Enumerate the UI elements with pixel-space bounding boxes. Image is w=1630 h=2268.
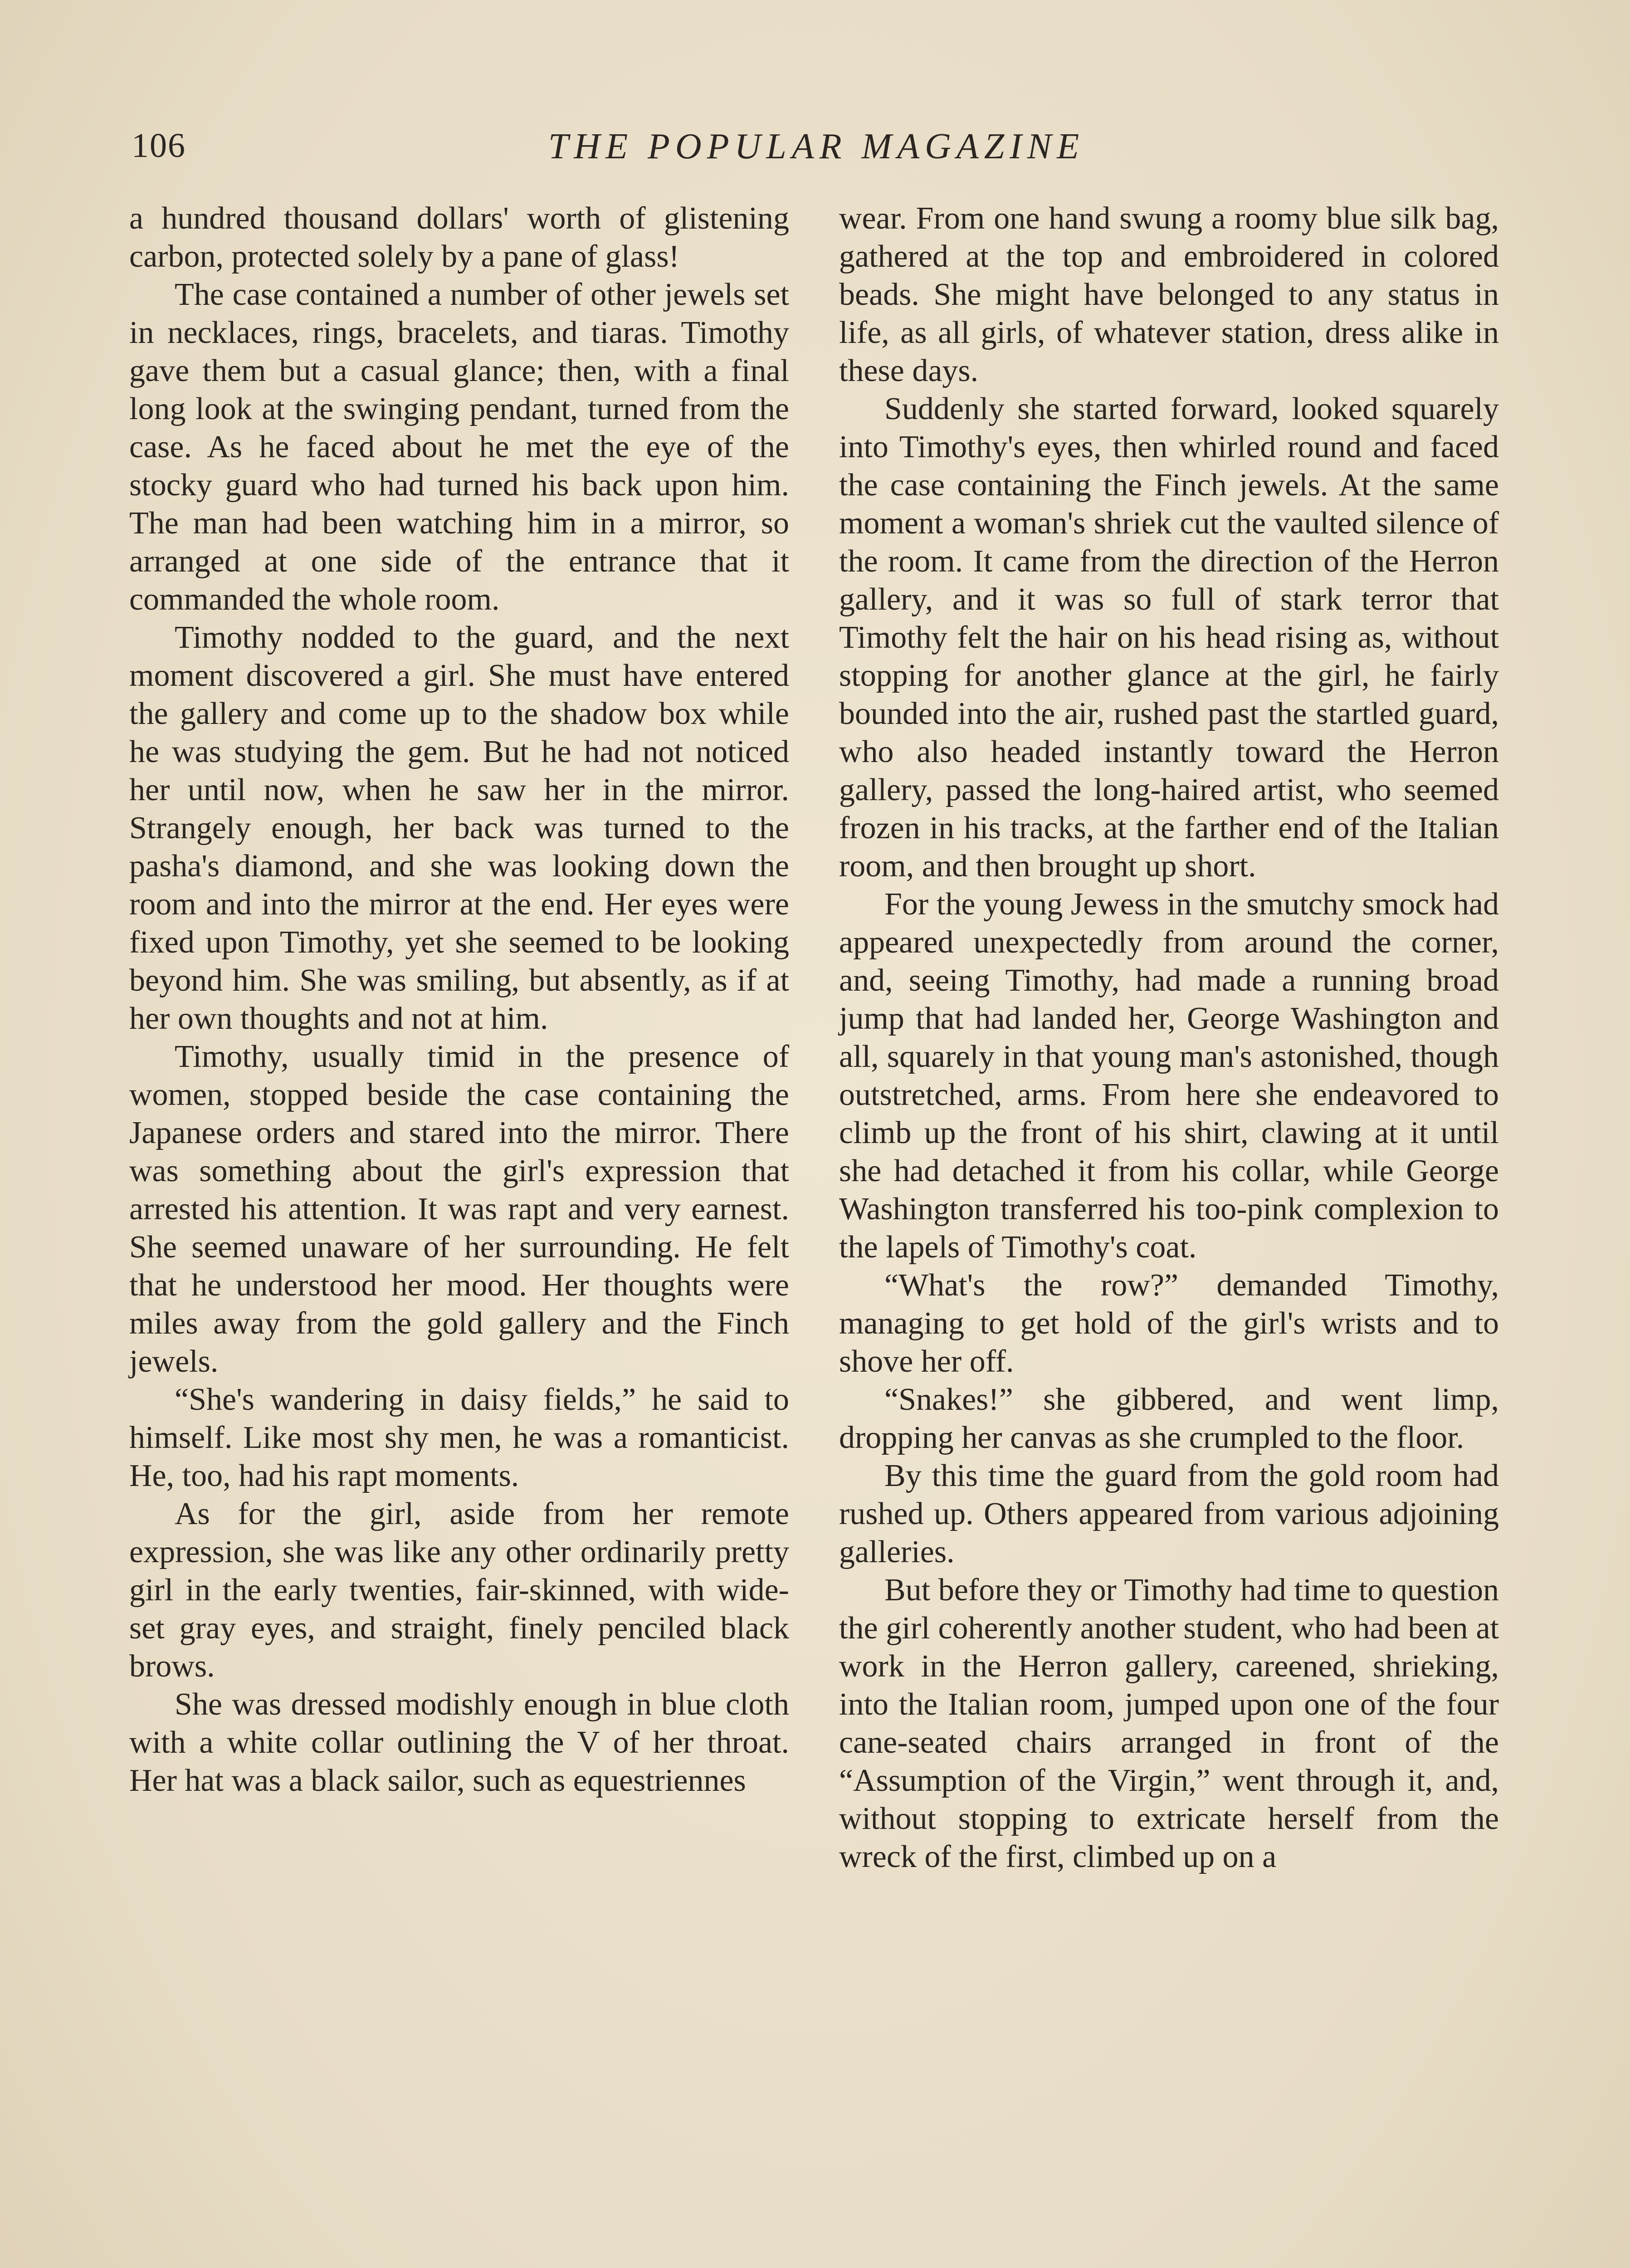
running-title: THE POPULAR MAGAZINE [548, 127, 1085, 166]
paragraph: For the young Jewess in the smutchy smock had appeared unexpectedly from around the corner, and, seeing Timothy, had made a running broad jump that had landed her, George Washington and all, squarely in that young man's astonished, though outstretched, arms. From here she endeavored to climb up the front of his shirt, clawing at it until she had detached it from his collar, while George Washington transferred his too-pink complexion to the lapels of Timothy's coat. [839, 887, 1499, 1265]
paragraph: “She's wandering in daisy fields,” he said to himself. Like most shy men, he was a romanticist. He, too, had his rapt moments. [129, 1382, 789, 1493]
paragraph: a hundred thousand dollars' worth of glistening carbon, protected solely by a pane of glass! [129, 201, 789, 274]
page-number: 106 [132, 127, 186, 165]
right-column [839, 200, 1499, 1876]
paragraph: By this time the guard from the gold room had rushed up. Others appeared from various adjoining galleries. [839, 1458, 1499, 1569]
paragraph: She was dressed modishly enough in blue cloth with a white collar outlining the V of her throat. Her hat was a black sailor, such as equestriennes [129, 1687, 789, 1798]
paragraph: Suddenly she started forward, looked squarely into Timothy's eyes, then whirled round and faced the case containing the Finch jewels. At the same moment a woman's shriek cut the vaulted silence of the room. It came from the direction of the Herron gallery, and it was so full of stark terror that Timothy felt the hair on his head rising as, without stopping for another glance at the girl, he fairly bounded into the air, rushed past the startled guard, who also headed instantly toward the Herron gallery, passed the long-haired artist, who seemed frozen in his tracks, at the farther end of the Italian room, and then brought up short. [839, 391, 1499, 884]
paragraph: wear. From one hand swung a roomy blue silk bag, gathered at the top and embroidered in colored beads. She might have belonged to any status in life, as all girls, of whatever station, dress alike in these days. [839, 201, 1499, 388]
paragraph: But before they or Timothy had time to question the girl coherently another student, who had been at work in the Herron gallery, careened, shrieking, into the Italian room, jumped upon one of the four cane-seated chairs arranged in front of the “Assumption of the Virgin,” went through it, and, without stopping to extricate herself from the wreck of the first, climbed up on a [839, 1573, 1499, 1874]
page-header [132, 122, 1501, 181]
paragraph: “What's the row?” demanded Timothy, managing to get hold of the girl's wrists and to shove her off. [839, 1268, 1499, 1379]
paragraph: As for the girl, aside from her remote expression, she was like any other ordinarily pretty girl in the early twenties, fair-skinned, with wide-set gray eyes, and straight, finely penciled black brows. [129, 1496, 789, 1684]
paragraph: Timothy, usually timid in the presence of women, stopped beside the case containing the Japanese orders and stared into the mirror. There was something about the girl's expression that arrested his attention. It was rapt and very earnest. She seemed unaware of her surrounding. He felt that he understood her mood. Her thoughts were miles away from the gold gallery and the Finch jewels. [129, 1039, 789, 1379]
left-column [129, 200, 789, 1800]
paragraph: Timothy nodded to the guard, and the next moment discovered a girl. She must have entered the gallery and come up to the shadow box while he was studying the gem. But he had not noticed her until now, when he saw her in the mirror. Strangely enough, her back was turned to the pasha's diamond, and she was looking down the room and into the mirror at the end. Her eyes were fixed upon Timothy, yet she seemed to be looking beyond him. She was smiling, but absently, as if at her own thoughts and not at him. [129, 620, 789, 1036]
paragraph: “Snakes!” she gibbered, and went limp, dropping her canvas as she crumpled to the floor. [839, 1382, 1499, 1455]
paragraph: The case contained a number of other jewels set in necklaces, rings, bracelets, and tiaras. Timothy gave them but a casual glance; then, with a final long look at the swinging pendant, turned from the case. As he faced about he met the eye of the stocky guard who had turned his back upon him. The man had been watching him in a mirror, so arranged at one side of the entrance that it commanded the whole room. [129, 277, 789, 617]
